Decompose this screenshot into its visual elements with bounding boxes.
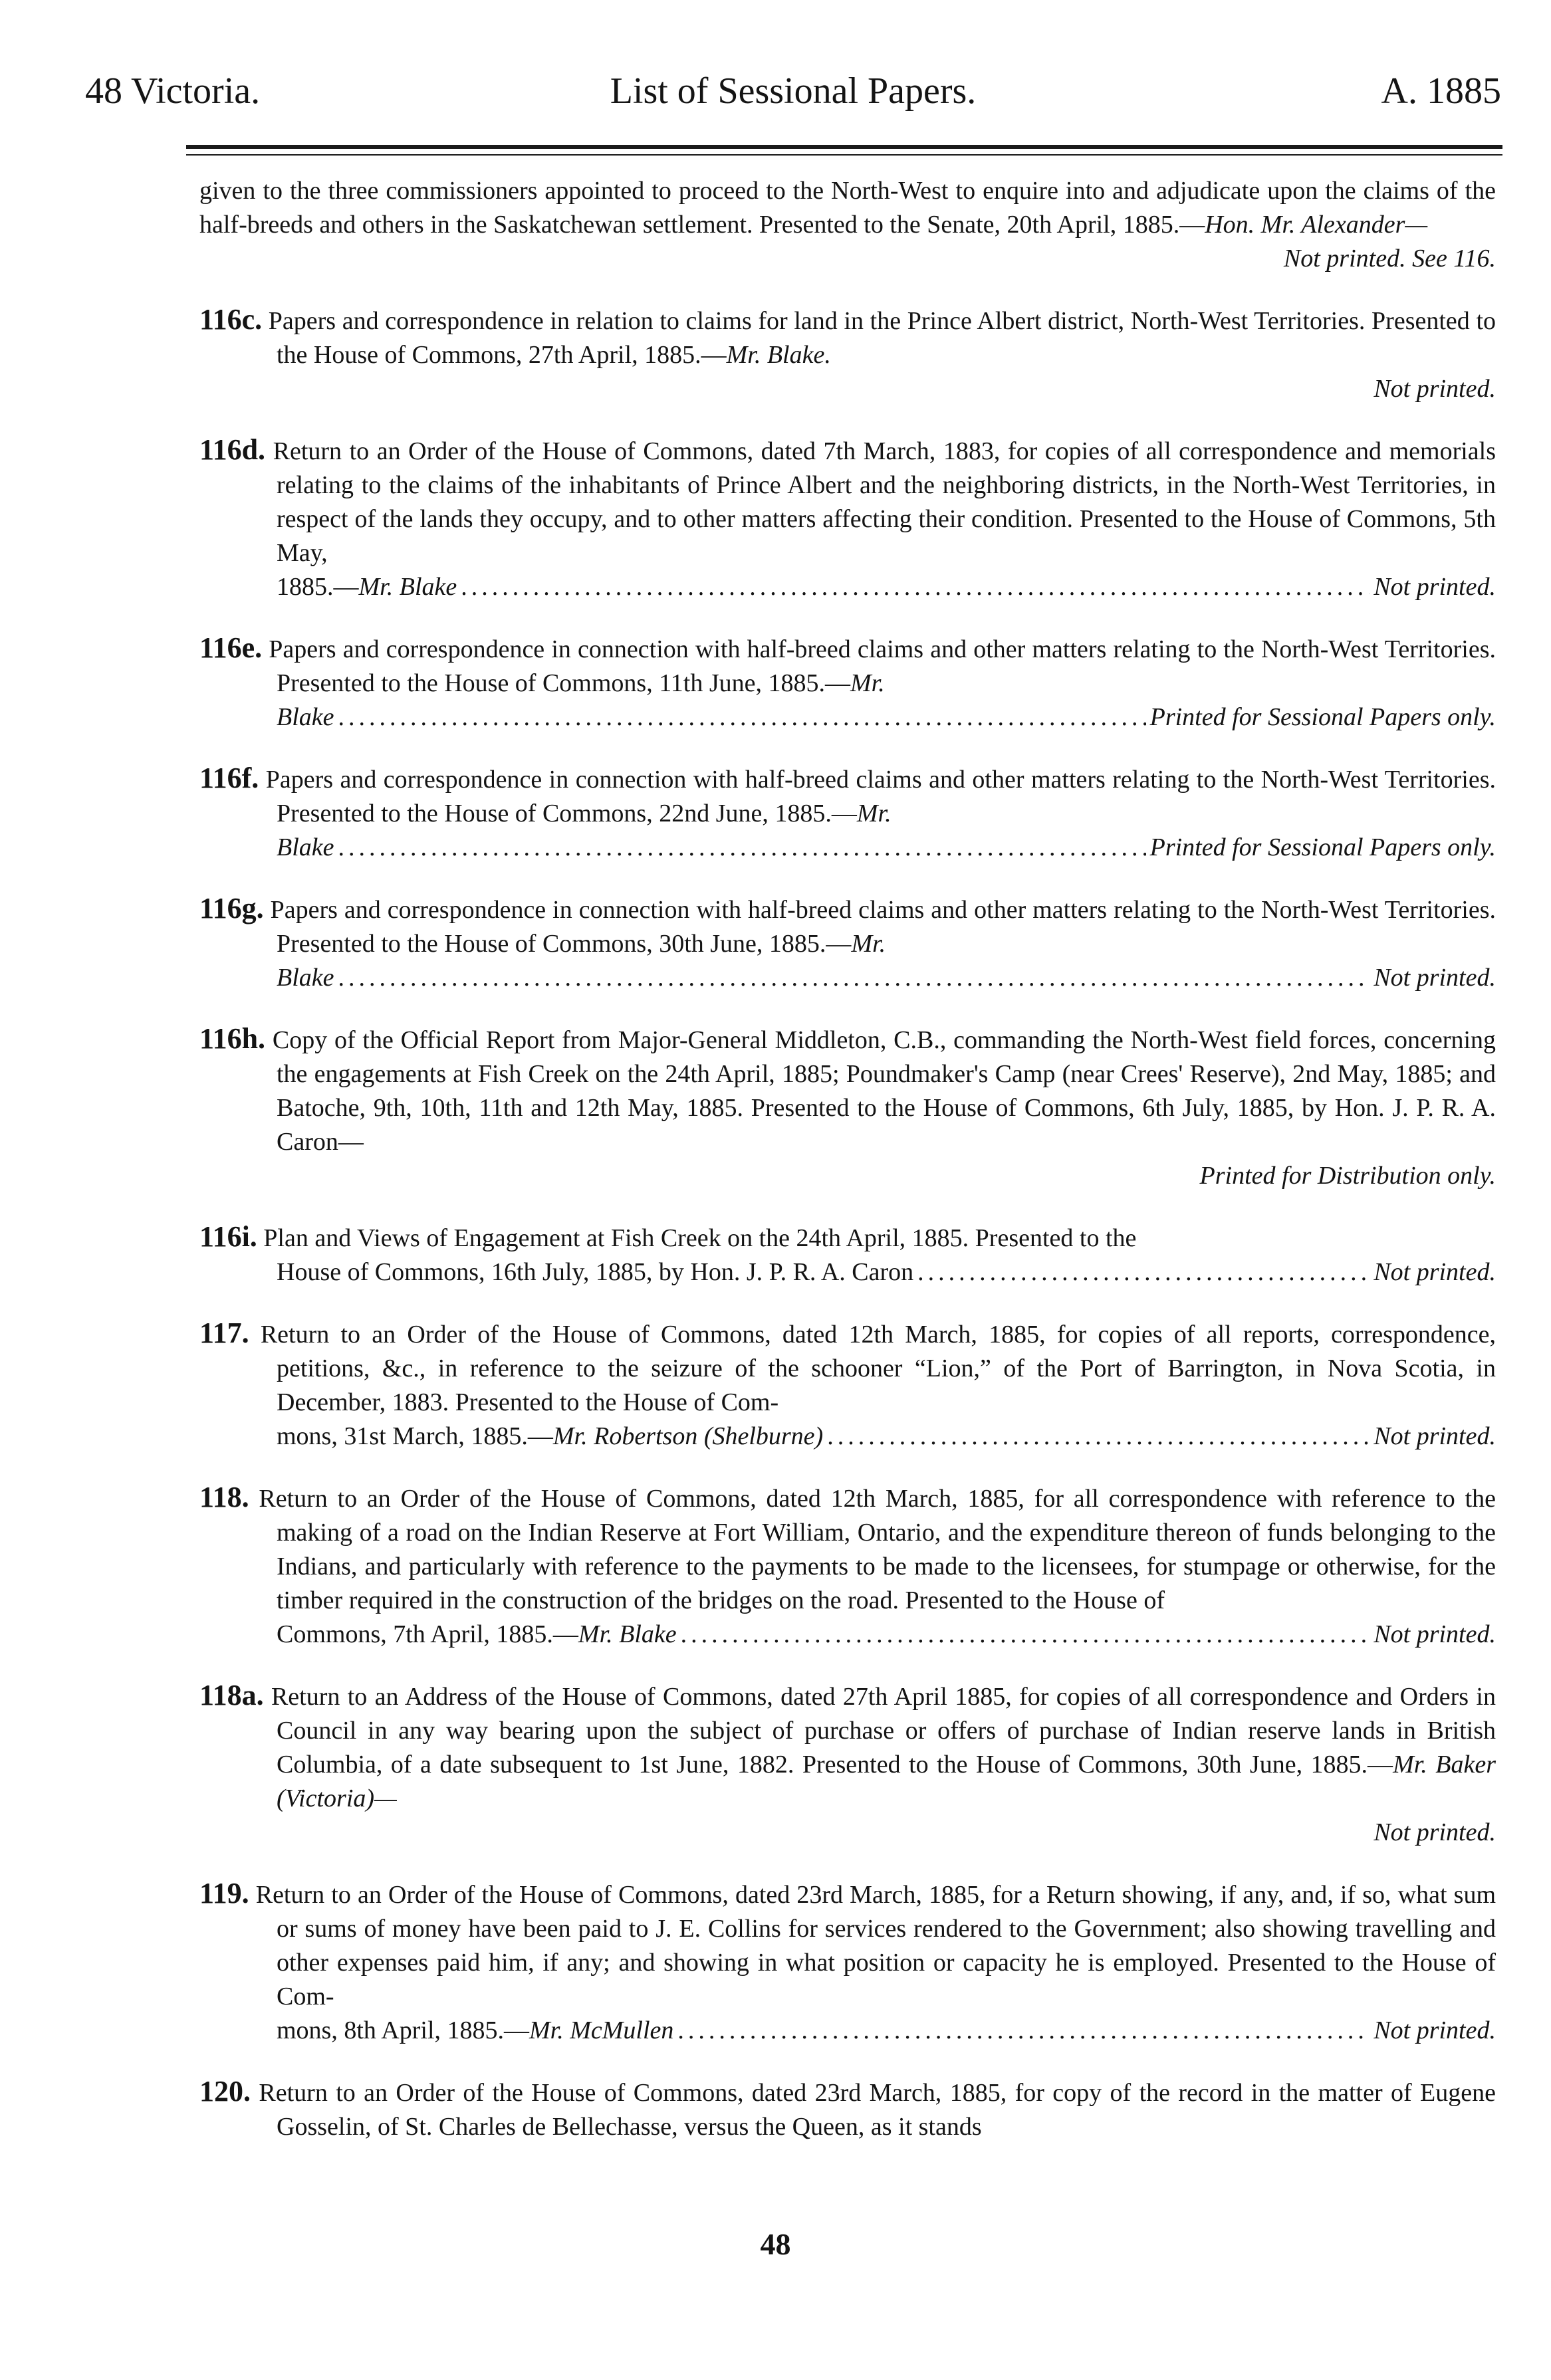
entry-mover: Blake xyxy=(277,964,334,992)
entry-text: Return to an Address of the House of Commons, dated 27th April 1885, for copies of all correspondence and Orders in Council in any way bearing upon the subject of purchase or offers of purchase of Indian reserve lands in British Columbia, of a date subsequent to 1st June, 1882. Presented to the House of Commons, 30th June, 1885.— xyxy=(271,1683,1496,1779)
entry-text: Plan and Views of Engagement at Fish Creek on the 24th April, 1885. Presented to the xyxy=(263,1224,1137,1252)
entry-text-last: House of Commons, 16th July, 1885, by Hon. J. P. R. A. Caron xyxy=(277,1258,914,1286)
entry-final-line xyxy=(199,1618,1496,1652)
entry-mover: Blake xyxy=(277,833,334,861)
entry-text: Papers and correspondence in connection with half-breed claims and other matters relating to the North-West Territories. Presented to the House of Commons, 30th June, 1885.— xyxy=(270,896,1496,958)
dot-leader xyxy=(677,2014,1370,2048)
entry-text-last: mons, 31st March, 1885.— xyxy=(277,1422,553,1450)
entry-mover: Mr. Blake xyxy=(578,1620,677,1648)
entry-continuation xyxy=(199,174,1496,276)
entry-text: Papers and correspondence in connection with half-breed claims and other matters relating to the North-West Territories. Presented to the House of Commons, 22nd June, 1885.— xyxy=(265,766,1496,827)
entry-final-line xyxy=(199,961,1496,995)
entry-116e xyxy=(199,631,1496,734)
page-header xyxy=(85,61,1501,121)
entry-final-line xyxy=(199,1420,1496,1454)
entry-status: Not printed. xyxy=(1373,573,1496,601)
entry-mover: Mr. Baker (Victoria)— xyxy=(277,1751,1496,1812)
entry-text-last: 1885.— xyxy=(277,573,359,601)
entry-number: 118. xyxy=(199,1481,249,1513)
entry-mover-prefix: Mr. xyxy=(856,800,892,827)
entry-status: Not printed. xyxy=(1373,375,1496,403)
entry-status: Not printed. xyxy=(1373,1818,1496,1846)
dot-leader xyxy=(338,961,1370,995)
entry-116g xyxy=(199,891,1496,995)
entry-status: Printed for Sessional Papers only. xyxy=(1149,703,1496,731)
header-year: A. 1885 xyxy=(1381,70,1501,112)
dot-leader xyxy=(338,701,1146,734)
entry-number: 116e. xyxy=(199,631,263,664)
entry-118 xyxy=(199,1480,1496,1652)
header-session: 48 Victoria. xyxy=(85,70,261,112)
entry-final-line xyxy=(199,570,1496,604)
entry-status: Not printed. xyxy=(1373,1258,1496,1286)
entry-118a xyxy=(199,1678,1496,1850)
entry-text: given to the three commissioners appointed to proceed to the North-West to enquire into and adjudicate upon the claims of the half-breeds and others in the Saskatchewan settlement. Presented to the Senate, 20th April, 1885.— xyxy=(199,177,1496,239)
entry-number: 116h. xyxy=(199,1022,266,1055)
entry-number: 119. xyxy=(199,1877,249,1909)
entry-116f xyxy=(199,761,1496,865)
entry-mover: Hon. Mr. Alexander— xyxy=(1205,211,1428,239)
entry-text: Papers and correspondence in relation to claims for land in the Prince Albert district, North-West Territories. Presented to the House of Commons, 27th April, 1885.— xyxy=(268,307,1496,369)
entry-status: Not printed. xyxy=(1373,1620,1496,1648)
entry-final-line xyxy=(199,2014,1496,2048)
entry-text-last: mons, 8th April, 1885.— xyxy=(277,2016,530,2044)
entry-mover-prefix: Mr. xyxy=(851,930,886,958)
entry-119 xyxy=(199,1876,1496,2048)
entry-status: Printed for Distribution only. xyxy=(1199,1162,1496,1190)
entries-list xyxy=(199,174,1496,2171)
dot-leader xyxy=(827,1420,1370,1454)
entry-number: 116c. xyxy=(199,303,263,336)
entry-status: Printed for Sessional Papers only. xyxy=(1149,833,1496,861)
entry-final-line xyxy=(199,831,1496,865)
entry-status: Not printed. xyxy=(1373,1422,1496,1450)
page-number: 48 xyxy=(760,2227,791,2261)
entry-mover: Mr. Blake xyxy=(358,573,457,601)
entry-120 xyxy=(199,2074,1496,2144)
entry-text: Return to an Order of the House of Commons, dated 23rd March, 1885, for a Return showing, if any, and, if so, what sum or sums of money have been paid to J. E. Collins for services rendered to the Government; also showing travelling and other expenses paid him, if any; and showing in what position or capacity he is employed. Presented to the House of Com- xyxy=(255,1881,1496,2010)
entry-number: 118a. xyxy=(199,1679,264,1711)
entry-number: 116f. xyxy=(199,762,259,794)
entry-status: Not printed. xyxy=(1373,2016,1496,2044)
header-rule-thick xyxy=(186,145,1502,149)
entry-116i xyxy=(199,1220,1496,1289)
dot-leader xyxy=(461,570,1370,604)
entry-text: Papers and correspondence in connection with half-breed claims and other matters relating to the North-West Territories. Presented to the House of Commons, 11th June, 1885.— xyxy=(269,635,1496,697)
entry-final-line xyxy=(199,701,1496,734)
entry-116d xyxy=(199,433,1496,604)
entry-text: Return to an Order of the House of Commons, dated 12th March, 1885, for copies of all reports, correspondence, petitions, &c., in reference to the seizure of the schooner “Lion,” of the Port of Barrington, in Nova Scotia, in December, 1883. Presented to the House of Com- xyxy=(260,1321,1496,1416)
entry-117 xyxy=(199,1316,1496,1454)
entry-text: Copy of the Official Report from Major-General Middleton, C.B., commanding the North-West field forces, concerning the engagements at Fish Creek on the 24th April, 1885; Poundmaker's Camp (near Crees' Reserve), 2nd May, 1885; and Batoche, 9th, 10th, 11th and 12th May, 1885. Presented to the House of Commons, 6th July, 1885, by Hon. J. P. R. A. Caron— xyxy=(272,1026,1496,1156)
entry-text-last: Commons, 7th April, 1885.— xyxy=(277,1620,578,1648)
entry-text: Return to an Order of the House of Commons, dated 23rd March, 1885, for copy of the record in the matter of Eugene Gosselin, of St. Charles de Bellechasse, versus the Queen, as it stands xyxy=(259,2079,1496,2141)
dot-leader xyxy=(338,831,1146,865)
entry-116c xyxy=(199,302,1496,406)
entry-mover-prefix: Mr. xyxy=(850,669,885,697)
entry-number: 116i. xyxy=(199,1220,257,1253)
entry-number: 116g. xyxy=(199,892,264,924)
entry-number: 117. xyxy=(199,1317,249,1349)
entry-mover: Mr. McMullen xyxy=(529,2016,674,2044)
header-rule-thin xyxy=(186,154,1502,156)
entry-number: 120. xyxy=(199,2075,251,2108)
entry-text: Return to an Order of the House of Commons, dated 12th March, 1885, for all correspondence with reference to the making of a road on the Indian Reserve at Fort William, Ontario, and the expenditure thereon of funds belonging to the Indians, and particularly with reference to the payments to be made to the licensees, for stumpage or otherwise, for the timber required in the construction of the bridges on the road. Presented to the House of xyxy=(259,1485,1496,1614)
entry-text: Return to an Order of the House of Commons, dated 7th March, 1883, for copies of all correspondence and memorials relating to the claims of the inhabitants of Prince Albert and the neighboring districts, in the North-West Territories, in respect of the lands they occupy, and to other matters affecting their condition. Presented to the House of Commons, 5th May, xyxy=(273,437,1496,567)
entry-status: Not printed. See 116. xyxy=(1283,245,1496,272)
entry-final-line xyxy=(199,1255,1496,1289)
dot-leader xyxy=(917,1255,1370,1289)
entry-mover: Mr. Blake. xyxy=(726,341,831,369)
entry-116h xyxy=(199,1022,1496,1193)
entry-mover: Mr. Robertson (Shelburne) xyxy=(552,1422,824,1450)
entry-mover: Blake xyxy=(277,703,334,731)
dot-leader xyxy=(681,1618,1370,1652)
entry-number: 116d. xyxy=(199,433,266,466)
header-title: List of Sessional Papers. xyxy=(610,70,977,112)
entry-status: Not printed. xyxy=(1373,964,1496,992)
